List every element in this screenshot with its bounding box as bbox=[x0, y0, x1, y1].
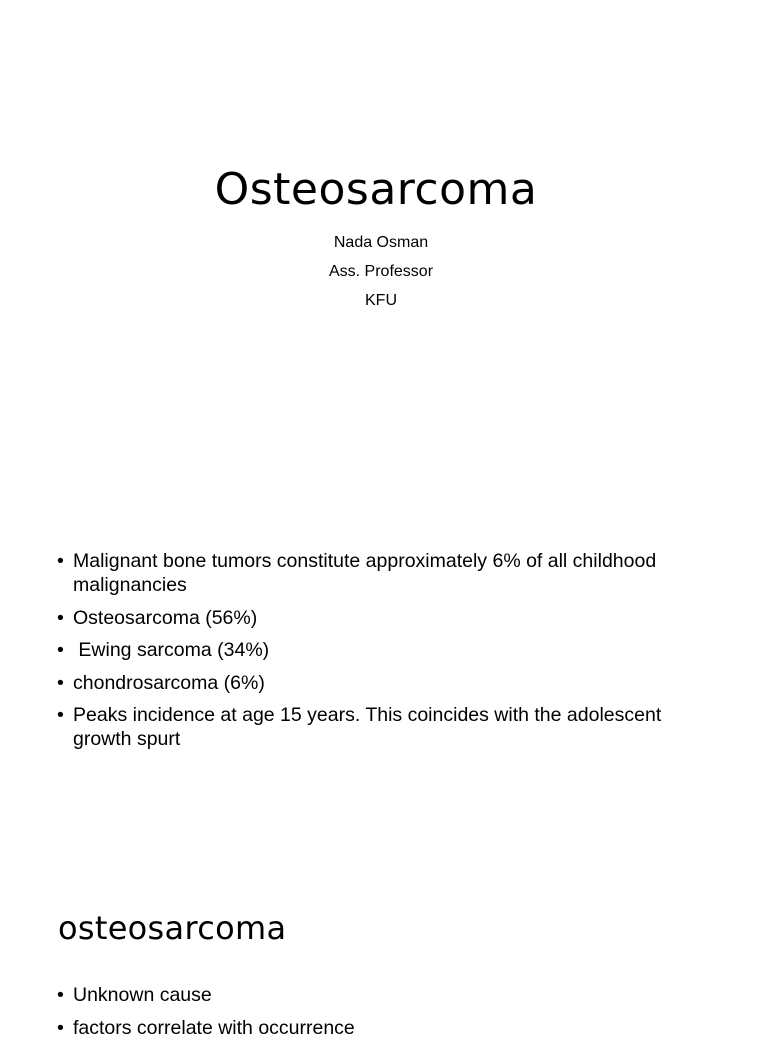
slide-title bbox=[0, 0, 768, 384]
bullet-text: chondrosarcoma (6%) bbox=[73, 671, 265, 694]
list-item bbox=[57, 703, 717, 751]
list-item bbox=[57, 549, 717, 597]
bullet-marker: • bbox=[57, 704, 64, 726]
presenter-info bbox=[0, 228, 762, 315]
list-item bbox=[57, 638, 717, 662]
bullet-marker: • bbox=[57, 984, 64, 1006]
presenter-institution: KFU bbox=[365, 292, 397, 309]
bullet-list bbox=[57, 983, 717, 1048]
bullet-marker: • bbox=[57, 550, 64, 572]
slide-heading: osteosarcoma bbox=[58, 909, 287, 947]
presenter-position: Ass. Professor bbox=[328, 263, 434, 280]
presentation-title: Osteosarcoma bbox=[214, 164, 538, 215]
list-item bbox=[57, 983, 717, 1007]
bullet-text: Ewing sarcoma (34%) bbox=[73, 639, 270, 661]
bullet-text: Osteosarcoma (56%) bbox=[73, 606, 258, 629]
bullet-text: Malignant bone tumors constitute approximately 6% of all childhood malignancies bbox=[73, 550, 657, 596]
bullet-marker: • bbox=[57, 639, 64, 661]
bullet-text: Unknown cause bbox=[73, 984, 212, 1006]
slide-osteosarcoma-causes bbox=[0, 864, 768, 1039]
bullet-marker: • bbox=[57, 671, 64, 694]
bullet-text: factors correlate with occurrence bbox=[73, 1016, 355, 1039]
list-item bbox=[57, 671, 717, 695]
list-item bbox=[57, 1016, 717, 1040]
bullet-marker: • bbox=[57, 1016, 64, 1039]
list-item bbox=[57, 606, 717, 630]
slide-bone-tumor-overview bbox=[0, 384, 768, 864]
bullet-marker: • bbox=[57, 606, 64, 629]
bullet-text: Peaks incidence at age 15 years. This coincides with the adolescent growth spurt bbox=[73, 704, 662, 750]
presenter-name: Nada Osman bbox=[333, 234, 429, 251]
bullet-list bbox=[57, 549, 717, 760]
